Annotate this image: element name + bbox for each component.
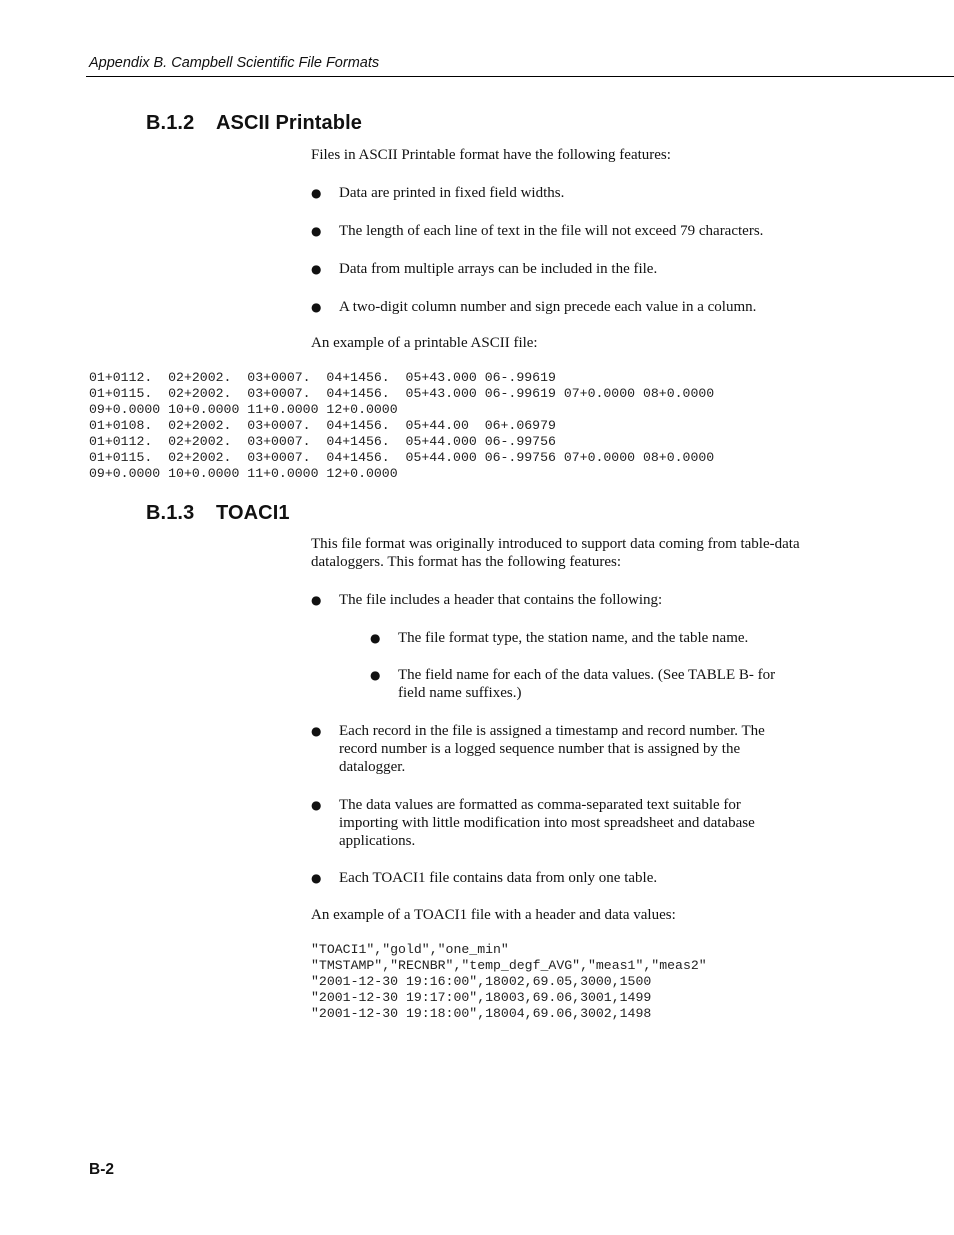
list-item [311,298,811,316]
list-item-text: Data from multiple arrays can be included in the file. [339,261,658,277]
bullet-icon: ● [370,631,381,645]
list-item [311,722,796,776]
list-item-text: The file includes a header that contains the following: [339,592,663,608]
page-number: B-2 [89,1161,114,1178]
list-item [311,591,811,609]
section-number: B.1.3 [146,502,195,524]
section-title: ASCII Printable [216,112,362,134]
list-item-text: The field name for each of the data values. (See TABLE B- for field name suffixes.) [398,667,776,701]
list-item [311,260,811,278]
bullet-icon: ● [311,262,322,276]
list-item-text: A two-digit column number and sign precede each value in a column. [339,299,757,315]
bullet-icon: ● [311,593,322,607]
toaci1-example-intro: An example of a TOACI1 file with a header and data values: [311,907,676,923]
list-item [311,869,811,887]
bullet-icon: ● [311,300,322,314]
toaci1-example-code: "TOACI1","gold","one_min" "TMSTAMP","RECNBR","temp_degf_AVG","meas1","meas2" "2001-12-30 19:16:00",18002,69.05,3000,1500 "2001-12-30 19:17:00",18003,69.06,3001,1499 "2001-12-30 19:18:00",18004,69.06,3002,1498 [311,942,707,1021]
list-item-text: The file format type, the station name, and the table name. [398,630,749,646]
ascii-example-code: 01+0112. 02+2002. 03+0007. 04+1456. 05+43.000 06-.99619 01+0115. 02+2002. 03+0007. 04+1456. 05+43.000 06-.99619 07+0.0000 08+0.0000 09+0.0000 10+0.0000 11+0.0000 12+0.0000 01+0108. 02+2002. 03+0007. 04+1456. 05+44.00 06+.06979 01+0112. 02+2002. 03+0007. 04+1456. 05+44.000 06-.99756 01+0115. 02+2002. 03+0007. 04+1456. 05+44.000 06-.99756 07+0.0000 08+0.0000 09+0.0000 10+0.0000 11+0.0000 12+0.0000 [89,370,715,481]
sub-list-item [370,666,800,702]
list-item [311,184,811,202]
list-item [311,222,811,240]
header-rule [86,76,954,77]
list-item [311,796,786,850]
sub-list-item [370,629,810,647]
bullet-icon: ● [311,224,322,238]
list-item-text: Each TOACI1 file contains data from only one table. [339,870,658,886]
ascii-intro-paragraph: Files in ASCII Printable format have the following features: [311,147,671,163]
list-item-text: The data values are formatted as comma-separated text suitable for importing with little modification into most spreadsheet and database applications. [339,797,755,849]
running-header: Appendix B. Campbell Scientific File Formats [89,55,380,71]
section-heading-toaci1 [146,502,290,525]
list-item-text: Each record in the file is assigned a timestamp and record number. The record number is a logged sequence number that is assigned by the datalogger. [339,723,765,775]
bullet-icon: ● [311,871,322,885]
toaci1-intro-paragraph: This file format was originally introduced to support data coming from table-data dataloggers. This format has the following features: [311,536,800,570]
bullet-icon: ● [311,724,322,738]
list-item-text: Data are printed in fixed field widths. [339,185,565,201]
section-title: TOACI1 [216,502,290,524]
section-heading-ascii-printable [146,112,362,135]
ascii-example-intro: An example of a printable ASCII file: [311,335,538,351]
bullet-icon: ● [311,798,322,812]
list-item-text: The length of each line of text in the file will not exceed 79 characters. [339,223,764,239]
bullet-icon: ● [370,668,381,682]
section-number: B.1.2 [146,112,195,134]
bullet-icon: ● [311,186,322,200]
